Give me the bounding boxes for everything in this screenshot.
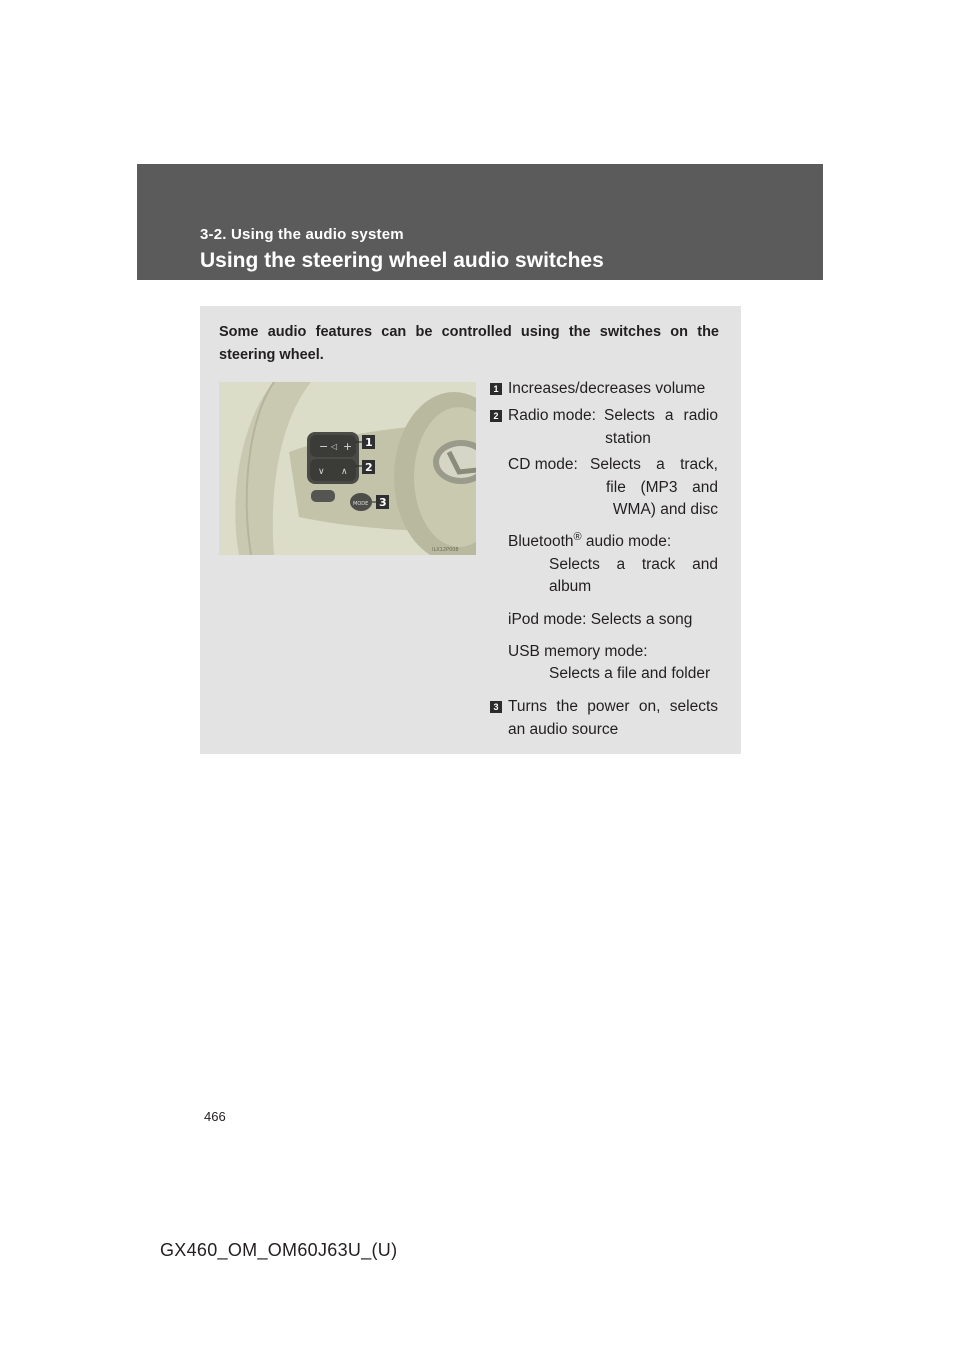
volume-plus-label: + xyxy=(343,440,353,453)
radio-mode-text-a: Selects a radio xyxy=(604,407,718,424)
item-1-marker: 1 xyxy=(490,383,502,395)
item-1-text: Increases/decreases volume xyxy=(508,380,706,397)
cd-mode-label: CD mode: xyxy=(508,456,578,473)
callout-3 xyxy=(376,495,389,509)
usb-mode-text: Selects a file and folder xyxy=(549,665,711,682)
item-2-marker: 2 xyxy=(490,410,502,422)
volume-minus-label: − xyxy=(319,440,329,453)
bluetooth-mode-text-a: Selects a track and xyxy=(549,556,718,573)
callout-1 xyxy=(362,435,375,449)
radio-mode-label: Radio mode: xyxy=(508,407,596,424)
cd-mode-text-b: file (MP3 and xyxy=(606,479,718,496)
ipod-mode-text: iPod mode: Selects a song xyxy=(508,611,693,628)
svg-text:2: 2 xyxy=(365,461,373,474)
footer-code: GX460_OM_OM60J63U_(U) xyxy=(160,1240,398,1260)
bluetooth-mode-text-b: album xyxy=(549,578,592,595)
item-3-marker: 3 xyxy=(490,701,502,713)
page-title: Using the steering wheel audio switches xyxy=(200,249,604,272)
figure-code: ILX12P008 xyxy=(432,547,459,553)
bluetooth-mode-label: Bluetooth® audio mode: xyxy=(508,530,672,550)
svg-text:1: 1 xyxy=(365,436,373,449)
section-label: 3-2. Using the audio system xyxy=(200,226,404,243)
intro-text: Some audio features can be controlled using the switches on the steering wheel. xyxy=(219,324,719,363)
svg-text:3: 3 xyxy=(379,496,387,509)
radio-mode-text-b: station xyxy=(605,430,651,447)
item-3-text-b: an audio source xyxy=(508,721,619,738)
page-number: 466 xyxy=(204,1109,226,1124)
svg-text:∨: ∨ xyxy=(318,467,325,477)
svg-text:∧: ∧ xyxy=(341,467,348,477)
cd-mode-text-c: WMA) and disc xyxy=(612,501,718,518)
callout-2 xyxy=(362,460,375,474)
usb-mode-label: USB memory mode: xyxy=(508,643,648,660)
steering-wheel-figure xyxy=(219,382,476,555)
svg-text:◁: ◁ xyxy=(331,442,338,451)
item-3-text-a: Turns the power on, selects xyxy=(508,698,718,715)
mode-button-label: MODE xyxy=(353,501,369,507)
cd-mode-text-a: Selects a track, xyxy=(590,456,718,473)
